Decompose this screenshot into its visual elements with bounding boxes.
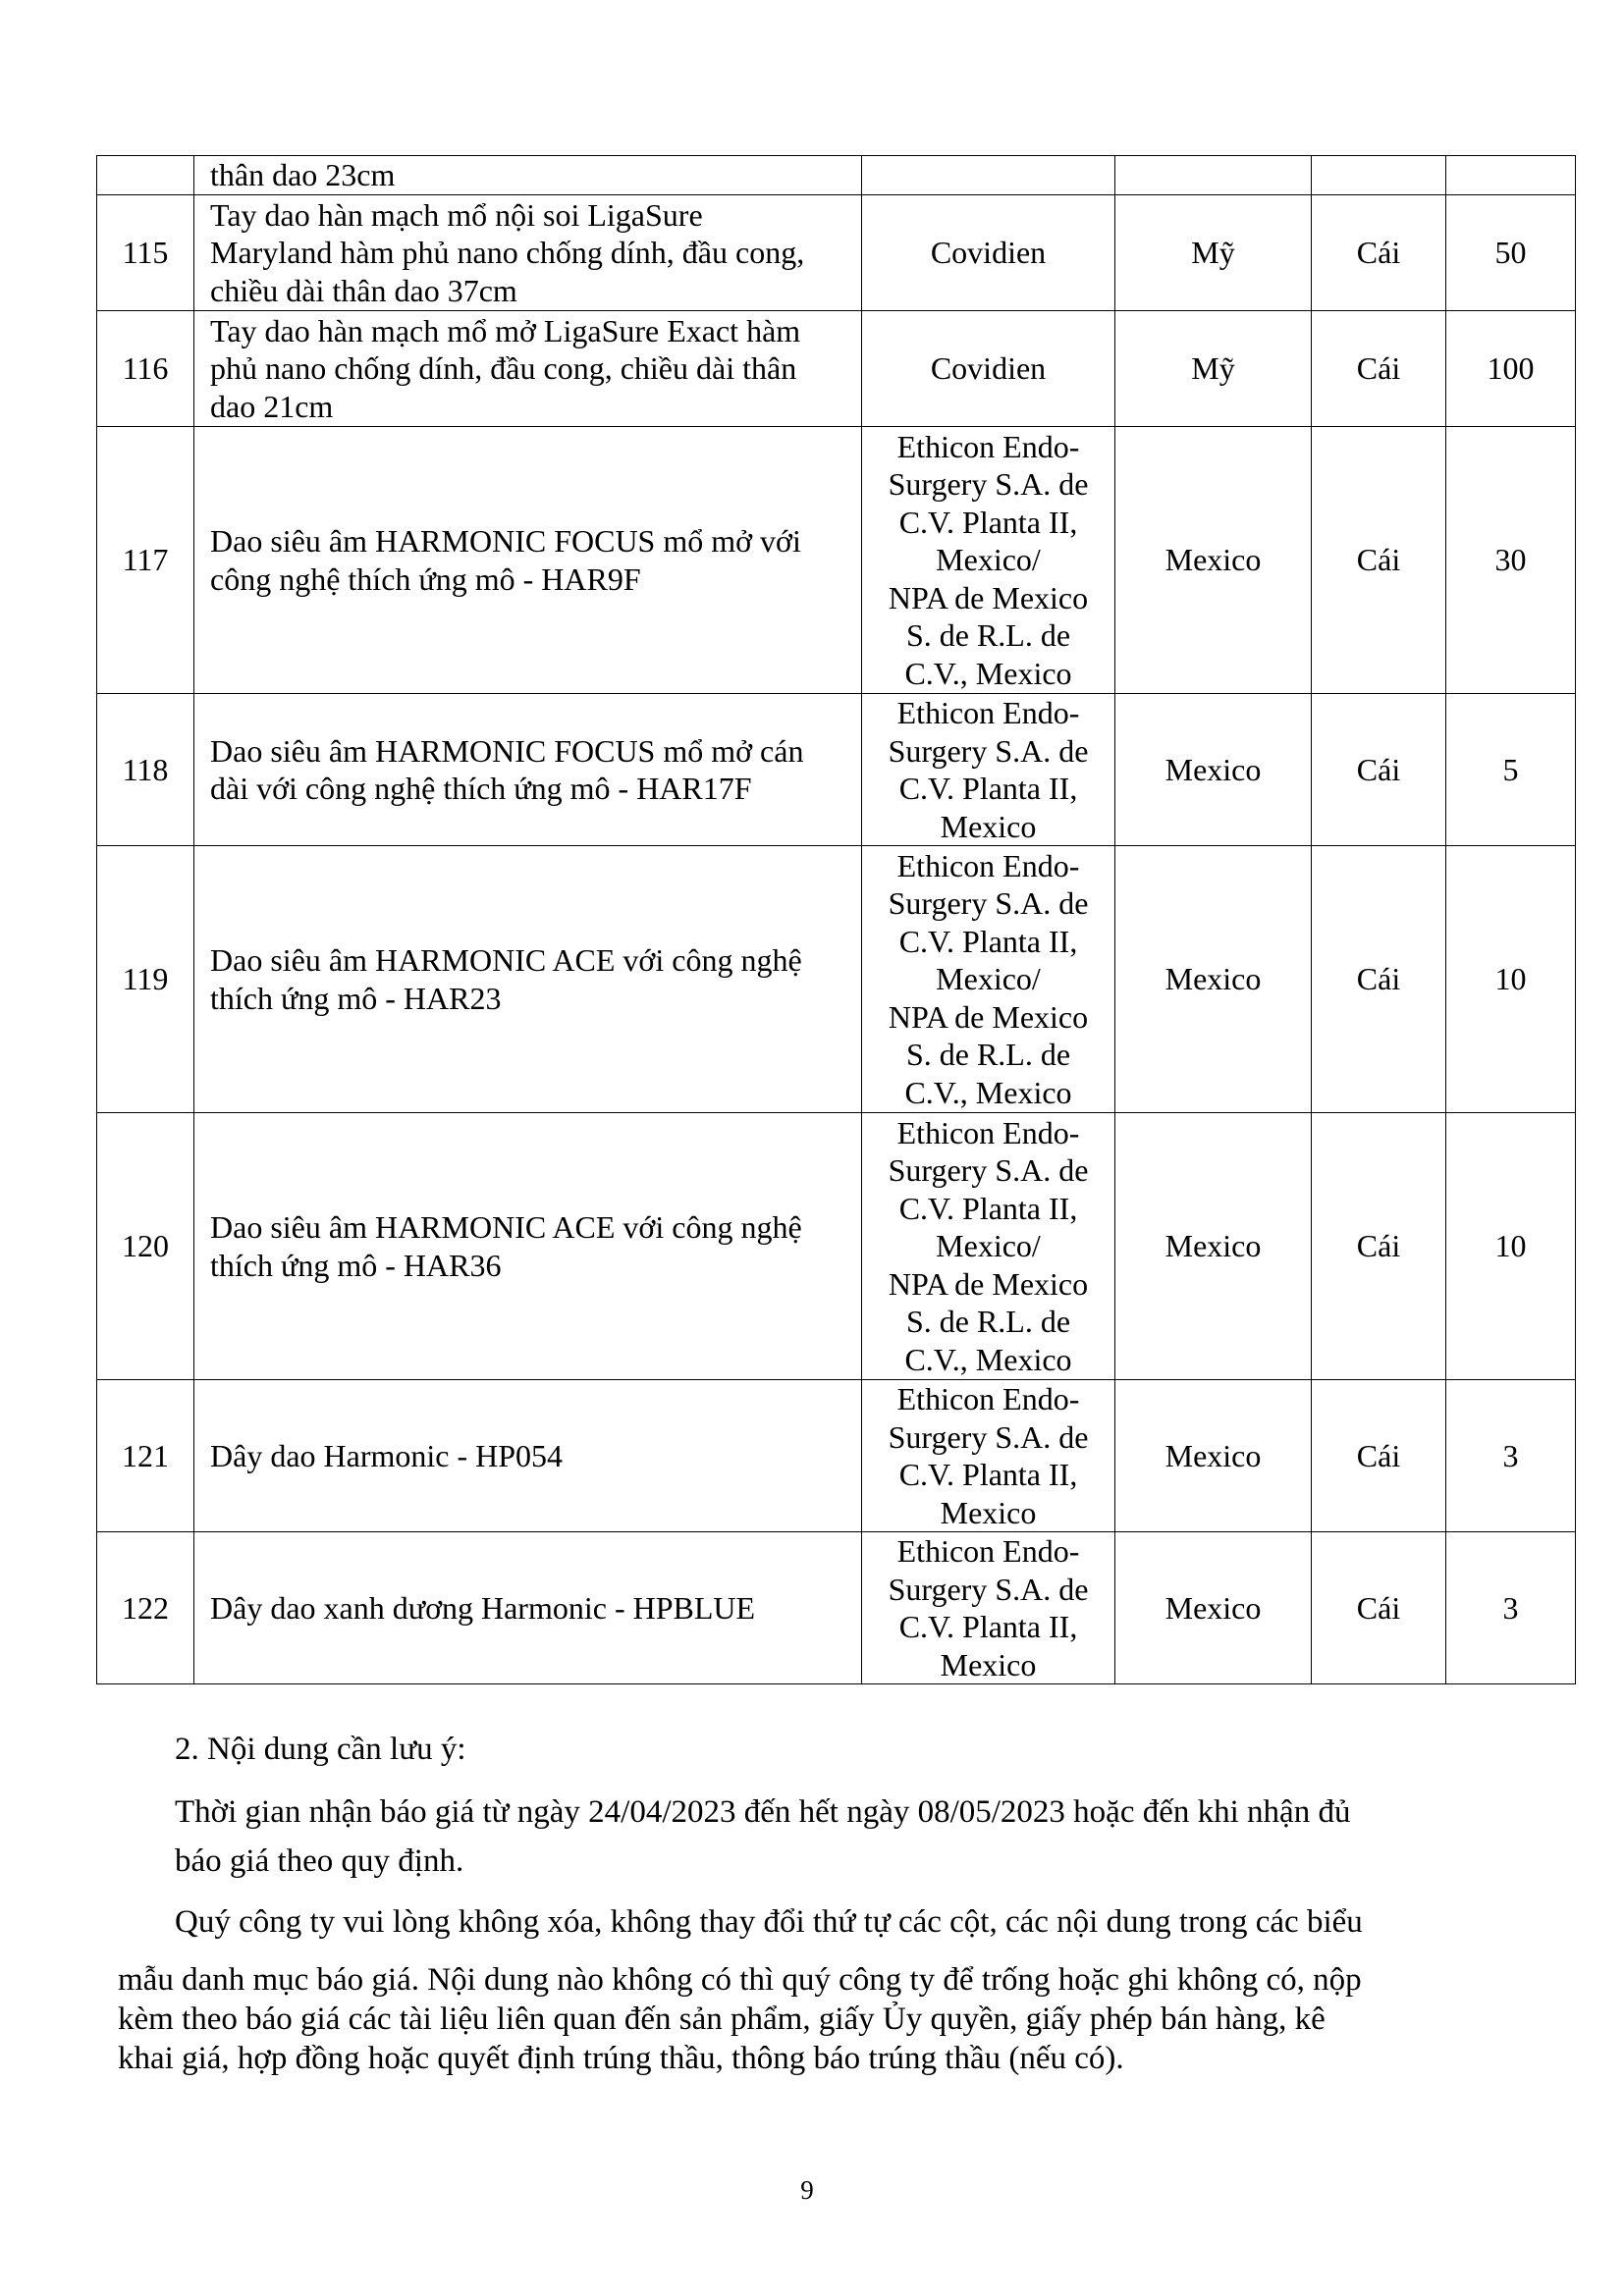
manufacturer-line: Surgery S.A. de <box>888 1571 1089 1607</box>
product-name-line: Tay dao hàn mạch mổ mở LigaSure Exact hàm <box>210 312 801 348</box>
manufacturer-line: C.V. Planta II, <box>898 771 1078 806</box>
table-row <box>97 195 1576 311</box>
manufacturer-line: Ethicon Endo- <box>896 847 1080 883</box>
row-number-cell: 118 <box>97 694 194 846</box>
unit-cell: Cái <box>1312 694 1446 846</box>
origin-cell: Mỹ <box>1115 195 1312 311</box>
product-name-cell <box>194 156 862 195</box>
manufacturer-line: Mexico <box>940 1646 1037 1682</box>
manufacturer-line: C.V. Planta II, <box>898 1609 1078 1644</box>
product-name-line: Dao siêu âm HARMONIC ACE với công nghệ <box>210 1209 802 1245</box>
manufacturer-line: C.V. Planta II, <box>898 1457 1078 1492</box>
table-row <box>97 846 1576 1113</box>
manufacturer-line: Surgery S.A. de <box>888 885 1089 922</box>
product-name-line: thích ứng mô - HAR23 <box>210 980 502 1016</box>
manufacturer-cell <box>862 311 1115 427</box>
manufacturer-cell <box>862 846 1115 1113</box>
unit-cell: Cái <box>1312 311 1446 427</box>
manufacturer-line: C.V. Planta II, <box>898 1190 1078 1226</box>
manufacturer-line: Surgery S.A. de <box>888 1152 1089 1189</box>
manufacturer-line: S. de R.L. de <box>905 1304 1071 1340</box>
manufacturer-line: Surgery S.A. de <box>888 1418 1089 1455</box>
manufacturer-line: NPA de Mexico <box>888 998 1089 1035</box>
product-name-cell <box>194 1380 862 1532</box>
product-name-line: dài với công nghệ thích ứng mô - HAR17F <box>210 771 752 806</box>
unit-cell: Cái <box>1312 1532 1446 1684</box>
note-paragraph-2-line-1: Quý công ty vui lòng không xóa, không thay đổi thứ tự các cột, các nội dung trong các biểu <box>175 1904 1363 1940</box>
table-row <box>97 427 1576 694</box>
row-number-cell: 122 <box>97 1532 194 1684</box>
manufacturer-line: Ethicon Endo- <box>896 428 1080 464</box>
note-paragraph-2-line-4: khai giá, hợp đồng hoặc quyết định trúng thầu, thông báo trúng thầu (nếu có). <box>118 2041 1124 2076</box>
page-number: 9 <box>800 2175 814 2205</box>
product-name-line: thích ứng mô - HAR36 <box>210 1247 502 1283</box>
quantity-cell: 30 <box>1446 427 1576 694</box>
quantity-cell: 10 <box>1446 1113 1576 1380</box>
product-name-line: Dây dao xanh dương Harmonic - HPBLUE <box>210 1589 756 1626</box>
manufacturer-line: S. de R.L. de <box>905 617 1071 654</box>
origin-cell: Mexico <box>1115 1113 1312 1380</box>
unit-cell: Cái <box>1312 846 1446 1113</box>
product-name-line: Dao siêu âm HARMONIC ACE với công nghệ <box>210 942 802 978</box>
table-row <box>97 156 1576 195</box>
origin-cell <box>1115 156 1312 195</box>
origin-cell: Mexico <box>1115 694 1312 846</box>
manufacturer-line: Covidien <box>930 350 1047 387</box>
table-row <box>97 1113 1576 1380</box>
manufacturer-line: C.V., Mexico <box>904 1341 1072 1377</box>
product-name-line: chiều dài thân dao 37cm <box>210 272 517 308</box>
manufacturer-line: NPA de Mexico <box>888 579 1089 615</box>
unit-cell: Cái <box>1312 195 1446 311</box>
manufacturer-line: C.V., Mexico <box>904 1074 1072 1110</box>
product-name-cell <box>194 1113 862 1380</box>
product-name-cell <box>194 694 862 846</box>
product-name-line: phủ nano chống dính, đầu cong, chiều dài thân <box>210 350 797 387</box>
product-table-body <box>97 156 1576 1684</box>
product-name-cell <box>194 846 862 1113</box>
table-row <box>97 1380 1576 1532</box>
product-name-line: Dao siêu âm HARMONIC FOCUS mổ mở với <box>210 523 801 559</box>
unit-cell: Cái <box>1312 1380 1446 1532</box>
product-name-line: Dây dao Harmonic - HP054 <box>210 1437 564 1473</box>
product-name-line: Tay dao hàn mạch mổ nội soi LigaSure <box>210 196 703 233</box>
quantity-cell: 3 <box>1446 1532 1576 1684</box>
product-name-line: công nghệ thích ứng mô - HAR9F <box>210 561 641 597</box>
origin-cell: Mỹ <box>1115 311 1312 427</box>
table-row <box>97 694 1576 846</box>
manufacturer-line: Surgery S.A. de <box>888 466 1089 503</box>
manufacturer-line: Ethicon Endo- <box>896 1114 1080 1150</box>
row-number-cell <box>97 156 194 195</box>
product-name-line: dao 21cm <box>210 388 334 424</box>
row-number-cell: 115 <box>97 195 194 311</box>
manufacturer-line: NPA de Mexico <box>888 1265 1089 1302</box>
row-number-cell: 119 <box>97 846 194 1113</box>
unit-cell: Cái <box>1312 1113 1446 1380</box>
manufacturer-line: S. de R.L. de <box>905 1037 1071 1073</box>
row-number-cell: 120 <box>97 1113 194 1380</box>
manufacturer-cell <box>862 427 1115 694</box>
quantity-cell: 5 <box>1446 694 1576 846</box>
note-paragraph-2-line-3: kèm theo báo giá các tài liệu liên quan đến sản phẩm, giấy Ủy quyền, giấy phép bán hàng, kê <box>118 2002 1326 2037</box>
note-paragraph-1-line-2: báo giá theo quy định. <box>175 1843 464 1879</box>
row-number-cell: 117 <box>97 427 194 694</box>
section-heading: 2. Nội dung cần lưu ý: <box>175 1732 466 1767</box>
origin-cell: Mexico <box>1115 1380 1312 1532</box>
manufacturer-cell <box>862 156 1115 195</box>
product-name-cell <box>194 311 862 427</box>
note-paragraph-2-line-2: mẫu danh mục báo giá. Nội dung nào không có thì quý công ty để trống hoặc ghi không có, nộp <box>118 1962 1362 1998</box>
origin-cell: Mexico <box>1115 846 1312 1113</box>
quantity-cell: 3 <box>1446 1380 1576 1532</box>
product-name-cell <box>194 427 862 694</box>
manufacturer-line: Ethicon Endo- <box>896 695 1080 730</box>
quantity-cell <box>1446 156 1576 195</box>
product-name-cell <box>194 1532 862 1684</box>
manufacturer-line: C.V., Mexico <box>904 655 1072 691</box>
manufacturer-cell <box>862 195 1115 311</box>
manufacturer-line: Ethicon Endo- <box>896 1381 1080 1416</box>
quantity-cell: 50 <box>1446 195 1576 311</box>
product-name-line: thân dao 23cm <box>210 157 396 192</box>
table-row <box>97 311 1576 427</box>
manufacturer-line: C.V. Planta II, <box>898 504 1078 540</box>
product-name-line: Maryland hàm phủ nano chống dính, đầu cong, <box>210 235 805 271</box>
manufacturer-cell <box>862 1532 1115 1684</box>
manufacturer-cell <box>862 1380 1115 1532</box>
manufacturer-cell <box>862 694 1115 846</box>
unit-cell: Cái <box>1312 427 1446 694</box>
product-table <box>96 155 1576 1684</box>
origin-cell: Mexico <box>1115 1532 1312 1684</box>
manufacturer-line: Mexico <box>940 1494 1037 1530</box>
manufacturer-line: Covidien <box>930 235 1047 271</box>
quantity-cell: 10 <box>1446 846 1576 1113</box>
manufacturer-line: Mexico/ <box>936 961 1041 997</box>
unit-cell <box>1312 156 1446 195</box>
manufacturer-cell <box>862 1113 1115 1380</box>
manufacturer-line: Mexico/ <box>936 542 1041 578</box>
manufacturer-line: Mexico/ <box>936 1228 1041 1264</box>
row-number-cell: 116 <box>97 311 194 427</box>
product-name-cell <box>194 195 862 311</box>
quantity-cell: 100 <box>1446 311 1576 427</box>
product-name-line: Dao siêu âm HARMONIC FOCUS mổ mở cán <box>210 732 804 769</box>
manufacturer-line: Mexico <box>940 808 1037 844</box>
origin-cell: Mexico <box>1115 427 1312 694</box>
manufacturer-line: C.V. Planta II, <box>898 923 1078 959</box>
note-paragraph-1-line-1: Thời gian nhận báo giá từ ngày 24/04/2023 đến hết ngày 08/05/2023 hoặc đến khi nhận đủ <box>175 1794 1351 1830</box>
table-row <box>97 1532 1576 1684</box>
row-number-cell: 121 <box>97 1380 194 1532</box>
manufacturer-line: Surgery S.A. de <box>888 732 1089 769</box>
manufacturer-line: Ethicon Endo- <box>896 1533 1080 1569</box>
